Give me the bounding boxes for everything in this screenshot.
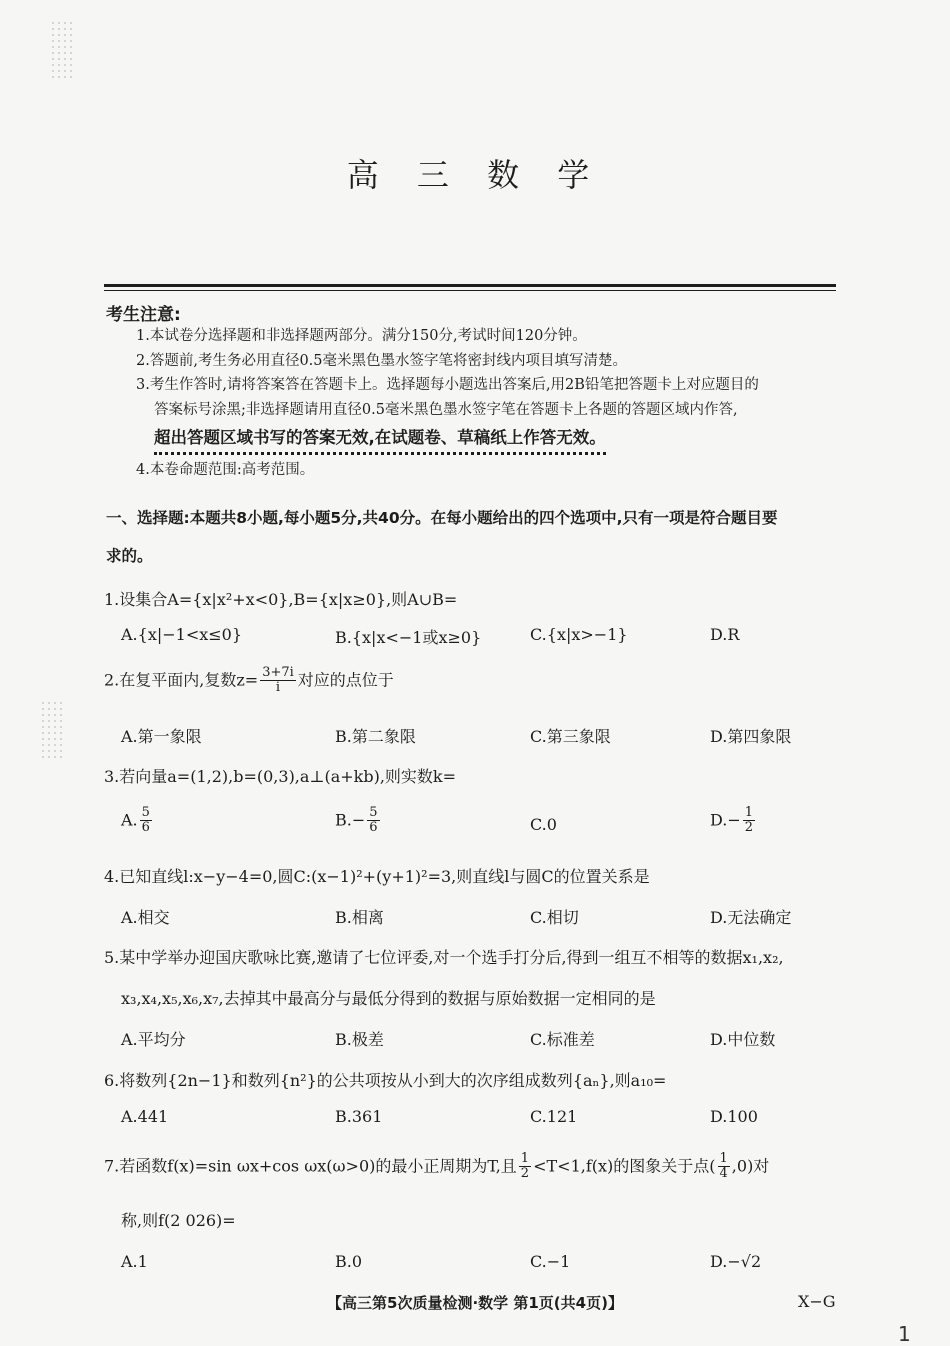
question-6-option-b: B.361 <box>335 1107 383 1126</box>
question-3-stem: 3.若向量a=(1,2),b=(0,3),a⊥(a+kb),则实数k= <box>104 767 457 786</box>
notice-item-2: 2.答题前,考生务必用直径0.5毫米黑色墨水签字笔将密封线内项目填写清楚。 <box>136 353 628 369</box>
question-7-stem-mid: <T<1,f(x)的图象关于点( <box>533 1156 716 1176</box>
question-7-stem-post: ,0)对 <box>731 1156 770 1176</box>
question-6-stem: 6.将数列{2n−1}和数列{n²}的公共项按从小到大的次序组成数列{aₙ},则a₁₀= <box>104 1071 667 1090</box>
question-3-option-d <box>710 806 757 836</box>
divider-thick <box>104 284 836 287</box>
question-2-option-a: A.第一象限 <box>121 727 202 746</box>
question-2-fraction <box>260 666 296 696</box>
question-6-option-d: D.100 <box>710 1107 758 1126</box>
question-5-stem: 5.某中学举办迎国庆歌咏比赛,邀请了七位评委,对一个选手打分后,得到一组互不相等的数据x₁,x₂, <box>104 948 784 967</box>
fraction-denominator: i <box>275 680 281 696</box>
question-5-option-d: D.中位数 <box>710 1030 776 1049</box>
notice-item-1: 1.本试卷分选择题和非选择题两部分。满分150分,考试时间120分钟。 <box>136 328 587 344</box>
question-6-option-c: C.121 <box>530 1107 578 1126</box>
question-3-option-c: C.0 <box>530 815 557 834</box>
question-7-option-a: A.1 <box>121 1252 148 1271</box>
question-2-stem <box>104 666 394 696</box>
question-1-option-b: B.{x|x<−1或x≥0} <box>335 628 482 647</box>
section-heading: 一、选择题:本题共8小题,每小题5分,共40分。在每小题给出的四个选项中,只有一项是符合题目要 <box>106 509 778 527</box>
fraction-denominator: 2 <box>744 820 754 836</box>
fraction-denominator: 4 <box>719 1166 728 1182</box>
fraction-denominator: 6 <box>369 820 378 836</box>
paper-code: X−G <box>798 1292 836 1311</box>
fraction-numerator: 1 <box>719 1151 728 1166</box>
question-4-option-d: D.无法确定 <box>710 908 792 927</box>
option-prefix: B.− <box>335 810 366 830</box>
question-1-stem: 1.设集合A={x|x²+x<0},B={x|x≥0},则A∪B= <box>104 590 458 609</box>
question-2-option-d: D.第四象限 <box>710 727 792 746</box>
scan-speckle <box>40 700 66 760</box>
question-2-stem-pre: 2.在复平面内,复数z= <box>104 670 259 690</box>
page-footer: 【高三第5次质量检测·数学 第1页(共4页)】 <box>327 1294 623 1312</box>
question-2-stem-post: 对应的点位于 <box>297 670 394 690</box>
option-fraction <box>367 806 379 836</box>
question-3-option-a <box>121 806 154 836</box>
question-7-option-d: D.−√2 <box>710 1252 762 1271</box>
question-1-option-c: C.{x|x>−1} <box>530 625 628 644</box>
question-5-stem-cont: x₃,x₄,x₅,x₆,x₇,去掉其中最高分与最低分得到的数据与原始数据一定相同的是 <box>121 989 656 1008</box>
question-6-option-a: A.441 <box>121 1107 169 1126</box>
option-fraction <box>743 806 755 836</box>
notice-emphasis: 超出答题区域书写的答案无效,在试题卷、草稿纸上作答无效。 <box>154 424 606 455</box>
question-1-option-a: A.{x|−1<x≤0} <box>121 625 243 644</box>
fraction-numerator: 1 <box>520 1151 530 1166</box>
section-heading-cont: 求的。 <box>106 547 153 565</box>
question-1-option-d: D.R <box>710 625 740 644</box>
question-5-option-a: A.平均分 <box>121 1030 186 1049</box>
question-3-option-b <box>335 806 382 836</box>
question-4-option-c: C.相切 <box>530 908 579 927</box>
fraction-numerator: 5 <box>141 805 150 820</box>
question-7-option-b: B.0 <box>335 1252 363 1271</box>
fraction-denominator: 2 <box>520 1166 530 1182</box>
question-4-option-b: B.相离 <box>335 908 384 927</box>
fraction-numerator: 3+7i <box>262 665 294 680</box>
scan-speckle <box>50 20 76 80</box>
question-2-option-c: C.第三象限 <box>530 727 611 746</box>
divider-thin <box>104 290 836 291</box>
notice-item-3: 3.考生作答时,请将答案答在答题卡上。选择题每小题选出答案后,用2B铅笔把答题卡上对应题目的 <box>136 377 759 393</box>
fraction-numerator: 5 <box>369 805 378 820</box>
question-7-stem <box>104 1152 769 1182</box>
option-prefix: D.− <box>710 810 741 830</box>
question-7-fraction-quarter <box>718 1152 730 1182</box>
question-5-option-b: B.极差 <box>335 1030 384 1049</box>
option-fraction <box>140 806 152 836</box>
question-7-option-c: C.−1 <box>530 1252 571 1271</box>
page-number: 1 <box>898 1322 911 1346</box>
notice-item-3-cont: 答案标号涂黑;非选择题请用直径0.5毫米黑色墨水签字笔在答题卡上各题的答题区域内作答, <box>154 402 738 418</box>
fraction-denominator: 6 <box>141 820 150 836</box>
question-2-option-b: B.第二象限 <box>335 727 416 746</box>
question-7-stem-pre: 7.若函数f(x)=sin ωx+cos ωx(ω>0)的最小正周期为T,且 <box>104 1156 517 1176</box>
page-title: 高 三 数 学 <box>346 156 604 194</box>
fraction-numerator: 1 <box>744 805 754 820</box>
question-7-stem-cont: 称,则f(2 026)= <box>121 1211 236 1230</box>
notice-item-4: 4.本卷命题范围:高考范围。 <box>136 462 315 478</box>
question-4-option-a: A.相交 <box>121 908 170 927</box>
option-prefix: A. <box>121 810 138 830</box>
notice-heading: 考生注意: <box>106 305 181 325</box>
question-7-fraction-half <box>519 1152 531 1182</box>
question-5-option-c: C.标准差 <box>530 1030 595 1049</box>
question-4-stem: 4.已知直线l:x−y−4=0,圆C:(x−1)²+(y+1)²=3,则直线l与圆C的位置关系是 <box>104 867 650 886</box>
